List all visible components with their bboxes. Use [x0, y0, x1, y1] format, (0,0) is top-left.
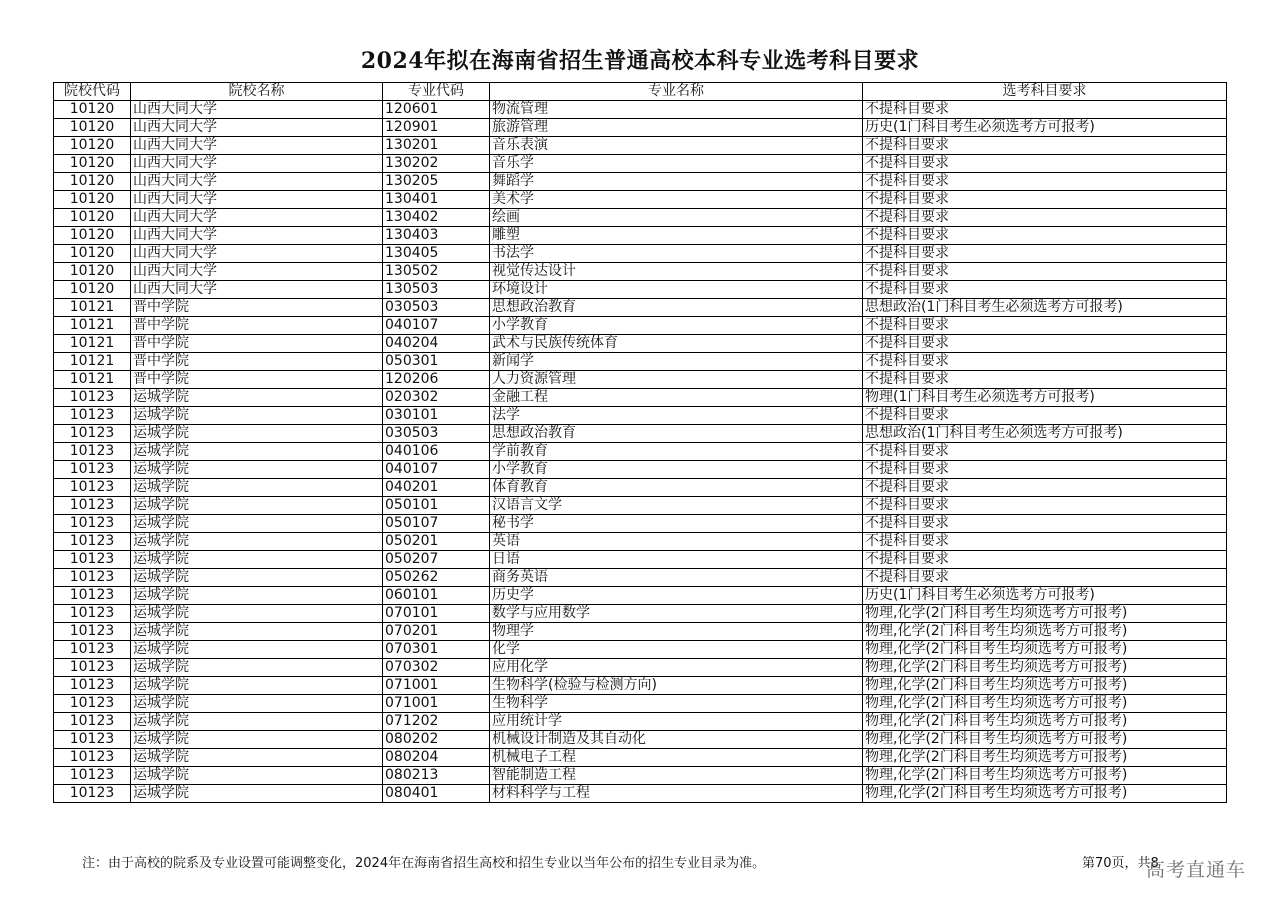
cell-school-name: 山西大同大学 [131, 227, 383, 245]
cell-school-name: 山西大同大学 [131, 155, 383, 173]
table-row [54, 641, 1227, 659]
table-row [54, 389, 1227, 407]
cell-major-name: 环境设计 [490, 281, 863, 299]
cell-school-code: 10123 [54, 587, 131, 605]
cell-subject-requirement: 不提科目要求 [863, 335, 1227, 353]
cell-school-name: 运城学院 [131, 425, 383, 443]
cell-school-name: 运城学院 [131, 515, 383, 533]
cell-major-name: 机械设计制造及其自动化 [490, 731, 863, 749]
table-row [54, 461, 1227, 479]
cell-major-name: 美术学 [490, 191, 863, 209]
cell-major-name: 数学与应用数学 [490, 605, 863, 623]
table-row [54, 173, 1227, 191]
cell-school-code: 10120 [54, 227, 131, 245]
cell-major-code: 050262 [383, 569, 490, 587]
table-row [54, 407, 1227, 425]
cell-major-code: 030503 [383, 425, 490, 443]
cell-major-name: 小学教育 [490, 461, 863, 479]
cell-subject-requirement: 不提科目要求 [863, 479, 1227, 497]
cell-major-code: 080213 [383, 767, 490, 785]
cell-major-code: 130502 [383, 263, 490, 281]
cell-subject-requirement: 不提科目要求 [863, 443, 1227, 461]
cell-major-name: 生物科学(检验与检测方向) [490, 677, 863, 695]
cell-major-code: 070101 [383, 605, 490, 623]
cell-school-name: 运城学院 [131, 443, 383, 461]
cell-school-name: 山西大同大学 [131, 245, 383, 263]
cell-subject-requirement: 不提科目要求 [863, 155, 1227, 173]
cell-school-name: 山西大同大学 [131, 281, 383, 299]
watermark: 高考直通车 [1146, 859, 1247, 881]
cell-school-name: 山西大同大学 [131, 209, 383, 227]
cell-major-name: 音乐表演 [490, 137, 863, 155]
cell-subject-requirement: 不提科目要求 [863, 515, 1227, 533]
table-row [54, 749, 1227, 767]
cell-school-code: 10121 [54, 335, 131, 353]
cell-subject-requirement: 物理,化学(2门科目考生均须选考方可报考) [863, 713, 1227, 731]
cell-school-code: 10123 [54, 515, 131, 533]
cell-subject-requirement: 物理,化学(2门科目考生均须选考方可报考) [863, 731, 1227, 749]
cell-school-code: 10120 [54, 263, 131, 281]
cell-school-name: 运城学院 [131, 641, 383, 659]
cell-school-code: 10120 [54, 191, 131, 209]
cell-subject-requirement: 不提科目要求 [863, 263, 1227, 281]
cell-subject-requirement: 思想政治(1门科目考生必须选考方可报考) [863, 425, 1227, 443]
cell-major-code: 020302 [383, 389, 490, 407]
cell-major-code: 071202 [383, 713, 490, 731]
cell-subject-requirement: 思想政治(1门科目考生必须选考方可报考) [863, 299, 1227, 317]
cell-school-name: 运城学院 [131, 551, 383, 569]
cell-school-code: 10120 [54, 245, 131, 263]
cell-school-name: 晋中学院 [131, 299, 383, 317]
cell-major-code: 130401 [383, 191, 490, 209]
cell-school-name: 运城学院 [131, 749, 383, 767]
cell-major-name: 学前教育 [490, 443, 863, 461]
header-school-name: 院校名称 [131, 83, 383, 101]
cell-major-name: 视觉传达设计 [490, 263, 863, 281]
table-row [54, 443, 1227, 461]
cell-school-name: 运城学院 [131, 479, 383, 497]
cell-major-name: 生物科学 [490, 695, 863, 713]
cell-school-name: 运城学院 [131, 695, 383, 713]
cell-subject-requirement: 不提科目要求 [863, 497, 1227, 515]
cell-school-name: 晋中学院 [131, 371, 383, 389]
table-row [54, 353, 1227, 371]
cell-major-name: 思想政治教育 [490, 425, 863, 443]
cell-subject-requirement: 不提科目要求 [863, 461, 1227, 479]
cell-school-code: 10123 [54, 731, 131, 749]
table-row [54, 155, 1227, 173]
cell-school-code: 10123 [54, 713, 131, 731]
cell-major-name: 历史学 [490, 587, 863, 605]
cell-major-name: 旅游管理 [490, 119, 863, 137]
cell-major-name: 雕塑 [490, 227, 863, 245]
cell-subject-requirement: 物理,化学(2门科目考生均须选考方可报考) [863, 767, 1227, 785]
cell-subject-requirement: 物理,化学(2门科目考生均须选考方可报考) [863, 659, 1227, 677]
cell-school-name: 运城学院 [131, 389, 383, 407]
cell-subject-requirement: 物理,化学(2门科目考生均须选考方可报考) [863, 749, 1227, 767]
cell-school-name: 晋中学院 [131, 353, 383, 371]
table-row [54, 713, 1227, 731]
cell-school-code: 10123 [54, 623, 131, 641]
cell-subject-requirement: 物理,化学(2门科目考生均须选考方可报考) [863, 677, 1227, 695]
cell-major-code: 050301 [383, 353, 490, 371]
cell-major-code: 120601 [383, 101, 490, 119]
cell-major-code: 060101 [383, 587, 490, 605]
cell-school-code: 10123 [54, 605, 131, 623]
cell-major-name: 英语 [490, 533, 863, 551]
table-row [54, 191, 1227, 209]
cell-school-name: 运城学院 [131, 785, 383, 803]
cell-major-code: 040107 [383, 317, 490, 335]
cell-school-name: 运城学院 [131, 497, 383, 515]
cell-major-name: 智能制造工程 [490, 767, 863, 785]
cell-school-code: 10120 [54, 119, 131, 137]
cell-subject-requirement: 物理,化学(2门科目考生均须选考方可报考) [863, 785, 1227, 803]
cell-major-code: 071001 [383, 677, 490, 695]
cell-major-code: 080202 [383, 731, 490, 749]
cell-major-code: 080401 [383, 785, 490, 803]
cell-school-code: 10123 [54, 425, 131, 443]
cell-school-code: 10123 [54, 551, 131, 569]
cell-school-code: 10123 [54, 389, 131, 407]
cell-school-name: 运城学院 [131, 569, 383, 587]
table-row [54, 533, 1227, 551]
cell-major-name: 应用统计学 [490, 713, 863, 731]
cell-major-code: 040201 [383, 479, 490, 497]
cell-school-name: 山西大同大学 [131, 119, 383, 137]
table-row [54, 209, 1227, 227]
cell-school-code: 10120 [54, 155, 131, 173]
table-row [54, 659, 1227, 677]
cell-major-code: 040107 [383, 461, 490, 479]
cell-subject-requirement: 物理,化学(2门科目考生均须选考方可报考) [863, 641, 1227, 659]
cell-school-code: 10121 [54, 371, 131, 389]
table-row [54, 569, 1227, 587]
cell-subject-requirement: 不提科目要求 [863, 173, 1227, 191]
cell-school-code: 10123 [54, 497, 131, 515]
header-school-code: 院校代码 [54, 83, 131, 101]
cell-major-code: 050207 [383, 551, 490, 569]
table-row [54, 425, 1227, 443]
cell-school-name: 晋中学院 [131, 317, 383, 335]
cell-subject-requirement: 物理(1门科目考生必须选考方可报考) [863, 389, 1227, 407]
cell-major-code: 080204 [383, 749, 490, 767]
cell-school-name: 山西大同大学 [131, 191, 383, 209]
cell-school-name: 运城学院 [131, 587, 383, 605]
header-major-code: 专业代码 [383, 83, 490, 101]
cell-major-name: 秘书学 [490, 515, 863, 533]
cell-subject-requirement: 不提科目要求 [863, 551, 1227, 569]
cell-school-code: 10120 [54, 173, 131, 191]
cell-school-name: 山西大同大学 [131, 101, 383, 119]
requirements-table [53, 82, 1227, 803]
cell-major-name: 商务英语 [490, 569, 863, 587]
table-header-row [54, 83, 1227, 101]
cell-major-code: 040204 [383, 335, 490, 353]
cell-school-code: 10123 [54, 443, 131, 461]
table-body [54, 101, 1227, 803]
page-title: 2024年拟在海南省招生普通高校本科专业选考科目要求 [360, 48, 920, 74]
cell-subject-requirement: 不提科目要求 [863, 281, 1227, 299]
table-row [54, 101, 1227, 119]
cell-major-name: 舞蹈学 [490, 173, 863, 191]
cell-school-code: 10120 [54, 209, 131, 227]
cell-major-code: 070301 [383, 641, 490, 659]
cell-major-code: 050201 [383, 533, 490, 551]
cell-major-name: 音乐学 [490, 155, 863, 173]
cell-subject-requirement: 不提科目要求 [863, 137, 1227, 155]
table-row [54, 335, 1227, 353]
cell-major-code: 130202 [383, 155, 490, 173]
cell-school-code: 10123 [54, 569, 131, 587]
cell-subject-requirement: 历史(1门科目考生必须选考方可报考) [863, 119, 1227, 137]
cell-major-name: 汉语言文学 [490, 497, 863, 515]
table-row [54, 371, 1227, 389]
header-subject-requirement: 选考科目要求 [863, 83, 1227, 101]
cell-school-code: 10123 [54, 749, 131, 767]
table-row [54, 263, 1227, 281]
cell-major-code: 130503 [383, 281, 490, 299]
cell-major-code: 130405 [383, 245, 490, 263]
table-row [54, 119, 1227, 137]
table-row [54, 695, 1227, 713]
cell-major-code: 130403 [383, 227, 490, 245]
cell-school-code: 10123 [54, 533, 131, 551]
cell-school-name: 山西大同大学 [131, 173, 383, 191]
table-row [54, 479, 1227, 497]
cell-subject-requirement: 不提科目要求 [863, 533, 1227, 551]
cell-major-code: 040106 [383, 443, 490, 461]
cell-major-name: 法学 [490, 407, 863, 425]
cell-major-name: 金融工程 [490, 389, 863, 407]
cell-major-name: 新闻学 [490, 353, 863, 371]
cell-subject-requirement: 不提科目要求 [863, 407, 1227, 425]
table-row [54, 137, 1227, 155]
cell-school-code: 10120 [54, 281, 131, 299]
cell-major-code: 120206 [383, 371, 490, 389]
cell-major-code: 050107 [383, 515, 490, 533]
cell-subject-requirement: 不提科目要求 [863, 353, 1227, 371]
cell-major-code: 070302 [383, 659, 490, 677]
cell-major-name: 绘画 [490, 209, 863, 227]
cell-school-name: 运城学院 [131, 407, 383, 425]
cell-school-code: 10121 [54, 317, 131, 335]
cell-subject-requirement: 不提科目要求 [863, 209, 1227, 227]
footnote: 注：由于高校的院系及专业设置可能调整变化，2024年在海南省招生高校和招生专业以当年公布的招生专业目录为准。 [82, 856, 766, 871]
cell-major-code: 070201 [383, 623, 490, 641]
table-row [54, 299, 1227, 317]
cell-school-name: 运城学院 [131, 677, 383, 695]
cell-major-name: 物流管理 [490, 101, 863, 119]
table-row [54, 785, 1227, 803]
cell-school-code: 10123 [54, 695, 131, 713]
cell-school-code: 10120 [54, 137, 131, 155]
cell-major-name: 小学教育 [490, 317, 863, 335]
table-row [54, 677, 1227, 695]
table-row [54, 515, 1227, 533]
cell-school-code: 10123 [54, 785, 131, 803]
cell-subject-requirement: 不提科目要求 [863, 191, 1227, 209]
cell-subject-requirement: 不提科目要求 [863, 371, 1227, 389]
cell-major-name: 机械电子工程 [490, 749, 863, 767]
cell-school-name: 晋中学院 [131, 335, 383, 353]
table-row [54, 227, 1227, 245]
cell-subject-requirement: 不提科目要求 [863, 317, 1227, 335]
table-row [54, 731, 1227, 749]
cell-subject-requirement: 不提科目要求 [863, 569, 1227, 587]
cell-major-code: 130205 [383, 173, 490, 191]
cell-major-name: 物理学 [490, 623, 863, 641]
table-row [54, 281, 1227, 299]
cell-school-name: 运城学院 [131, 767, 383, 785]
cell-major-code: 120901 [383, 119, 490, 137]
cell-school-code: 10120 [54, 101, 131, 119]
cell-school-name: 山西大同大学 [131, 263, 383, 281]
cell-subject-requirement: 不提科目要求 [863, 245, 1227, 263]
cell-school-code: 10123 [54, 767, 131, 785]
table-row [54, 623, 1227, 641]
table-row [54, 317, 1227, 335]
table-row [54, 497, 1227, 515]
cell-school-name: 运城学院 [131, 659, 383, 677]
cell-subject-requirement: 不提科目要求 [863, 101, 1227, 119]
cell-school-name: 山西大同大学 [131, 137, 383, 155]
cell-school-code: 10123 [54, 659, 131, 677]
cell-major-code: 030101 [383, 407, 490, 425]
cell-school-code: 10123 [54, 677, 131, 695]
cell-major-code: 071001 [383, 695, 490, 713]
cell-major-name: 体育教育 [490, 479, 863, 497]
cell-school-name: 运城学院 [131, 713, 383, 731]
cell-subject-requirement: 物理,化学(2门科目考生均须选考方可报考) [863, 695, 1227, 713]
cell-major-name: 化学 [490, 641, 863, 659]
cell-major-name: 材料科学与工程 [490, 785, 863, 803]
cell-major-name: 思想政治教育 [490, 299, 863, 317]
cell-major-name: 应用化学 [490, 659, 863, 677]
cell-school-name: 运城学院 [131, 623, 383, 641]
cell-school-code: 10123 [54, 407, 131, 425]
cell-major-name: 人力资源管理 [490, 371, 863, 389]
cell-major-name: 武术与民族传统体育 [490, 335, 863, 353]
cell-school-code: 10121 [54, 299, 131, 317]
cell-school-name: 运城学院 [131, 533, 383, 551]
cell-major-code: 030503 [383, 299, 490, 317]
cell-major-name: 书法学 [490, 245, 863, 263]
cell-school-code: 10123 [54, 641, 131, 659]
page-number: 第70页，共8 [1082, 856, 1159, 871]
table-row [54, 587, 1227, 605]
cell-school-name: 运城学院 [131, 731, 383, 749]
header-major-name: 专业名称 [490, 83, 863, 101]
cell-major-name: 日语 [490, 551, 863, 569]
cell-subject-requirement: 物理,化学(2门科目考生均须选考方可报考) [863, 605, 1227, 623]
cell-subject-requirement: 物理,化学(2门科目考生均须选考方可报考) [863, 623, 1227, 641]
table-row [54, 245, 1227, 263]
cell-school-code: 10123 [54, 479, 131, 497]
cell-major-code: 130402 [383, 209, 490, 227]
cell-school-name: 运城学院 [131, 605, 383, 623]
cell-school-code: 10121 [54, 353, 131, 371]
table-row [54, 767, 1227, 785]
table-row [54, 551, 1227, 569]
cell-subject-requirement: 不提科目要求 [863, 227, 1227, 245]
table-row [54, 605, 1227, 623]
cell-subject-requirement: 历史(1门科目考生必须选考方可报考) [863, 587, 1227, 605]
cell-school-name: 运城学院 [131, 461, 383, 479]
cell-school-code: 10123 [54, 461, 131, 479]
cell-major-code: 130201 [383, 137, 490, 155]
cell-major-code: 050101 [383, 497, 490, 515]
